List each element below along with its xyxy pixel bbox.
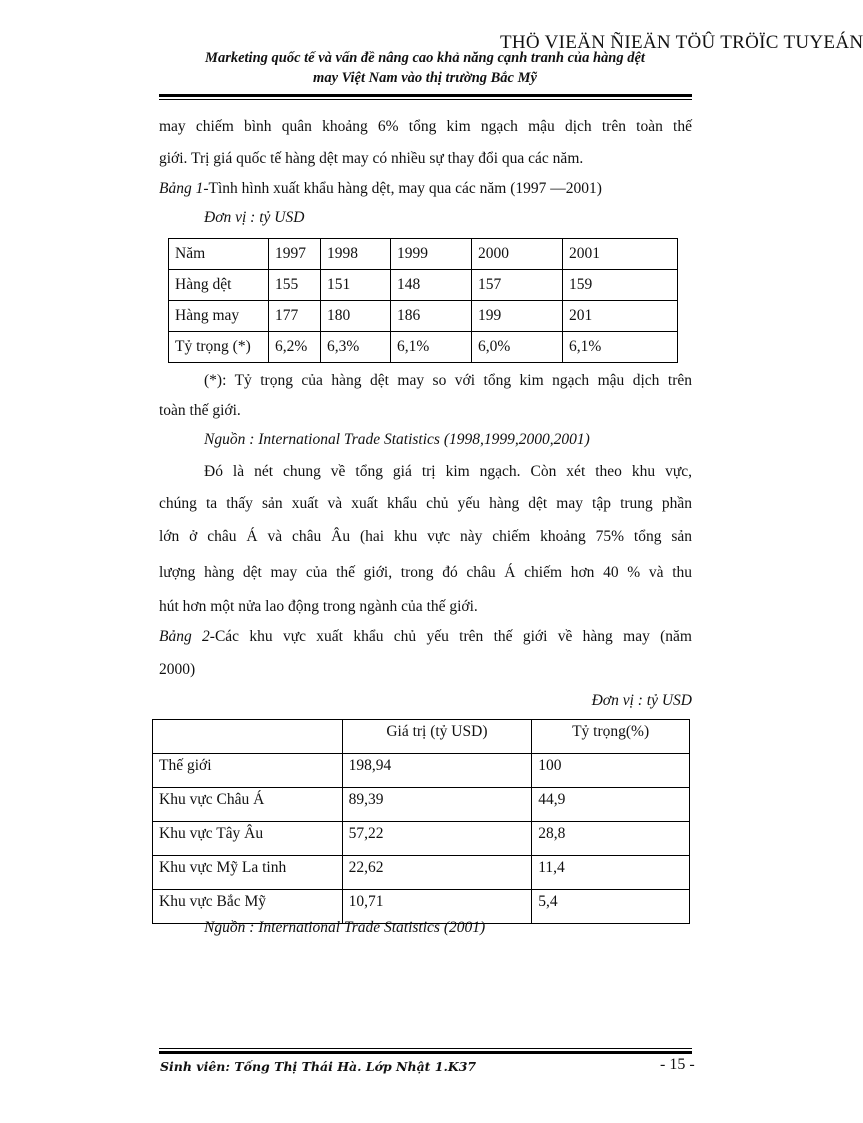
table-cell: Tỷ trọng (*) [169, 332, 269, 363]
table-cell: 1998 [321, 239, 391, 270]
header-line-2: may Việt Nam vào thị trường Bắc Mỹ [313, 70, 537, 86]
paragraph-2-line-3: lớn ở châu Á và châu Âu (hai khu vực này chiếm khoảng 75% tổng sản [159, 528, 692, 545]
table-cell: 159 [563, 270, 678, 301]
table-cell: Khu vực Châu Á [153, 788, 343, 822]
table-2-caption-line-1 [159, 627, 692, 647]
table-1-unit: Đơn vị : tỷ USD [204, 209, 305, 226]
table-cell: Khu vực Bắc Mỹ [153, 890, 343, 924]
paragraph-2-line-1: Đó là nét chung về tổng giá trị kim ngạch. Còn xét theo khu vực, [204, 463, 692, 480]
table-1-row [169, 301, 678, 332]
paragraph-2-line-5: hút hơn một nửa lao động trong ngành của thế giới. [159, 598, 478, 615]
table-2-row [153, 720, 690, 754]
table-cell: 6,3% [321, 332, 391, 363]
paragraph-2-line-4: lượng hàng dệt may của thế giới, trong đó châu Á chiếm hơn 40 % và thu [159, 564, 692, 581]
library-watermark: THÖ VIEÄN ÑIEÄN TÖÛ TRÖÏC TUYEÁN [500, 32, 863, 53]
footer-rule-thin [159, 1048, 692, 1049]
table-cell: 89,39 [342, 788, 532, 822]
table-cell: 28,8 [532, 822, 690, 856]
table-cell: 198,94 [342, 754, 532, 788]
table-cell: Khu vực Tây Âu [153, 822, 343, 856]
paragraph-1-line-2: giới. Trị giá quốc tế hàng dệt may có nhiều sự thay đổi qua các năm. [159, 150, 584, 167]
table-cell: 100 [532, 754, 690, 788]
table-cell: Tỷ trọng(%) [532, 720, 690, 754]
table-cell: Hàng may [169, 301, 269, 332]
table-cell: 186 [391, 301, 472, 332]
table-cell: 1997 [269, 239, 321, 270]
table-2-row [153, 754, 690, 788]
table-cell [153, 720, 343, 754]
table-1-row [169, 239, 678, 270]
table-2-title: -Các khu vực xuất khẩu chủ yếu trên thế giới về hàng may (năm [209, 628, 692, 645]
table-cell: Giá trị (tỷ USD) [342, 720, 532, 754]
table-1-label: Bảng 1 [159, 180, 204, 197]
table-cell: 6,1% [563, 332, 678, 363]
table-cell: 148 [391, 270, 472, 301]
table-cell: 44,9 [532, 788, 690, 822]
paragraph-1-line-1: may chiếm bình quân khoảng 6% tổng kim ngạch mậu dịch trên toàn thế [159, 118, 692, 135]
source-2: Nguồn : International Trade Statistics (2001) [204, 919, 486, 936]
note-line-2: toàn thế giới. [159, 402, 241, 419]
table-cell: 2000 [472, 239, 563, 270]
table-2-caption-line-2: 2000) [159, 661, 196, 678]
source-1: Nguồn : International Trade Statistics (1998,1999,2000,2001) [204, 431, 590, 448]
table-2-row [153, 822, 690, 856]
table-cell: 1999 [391, 239, 472, 270]
table-cell: 22,62 [342, 856, 532, 890]
paragraph-2-line-2: chúng ta thấy sản xuất và xuất khẩu chủ yếu hàng dệt may tập trung phần [159, 495, 692, 512]
page-number: - 15 - [660, 1056, 695, 1073]
table-cell: 2001 [563, 239, 678, 270]
table-2-unit: Đơn vị : tỷ USD [591, 692, 692, 709]
table-cell: 199 [472, 301, 563, 332]
table-cell: 180 [321, 301, 391, 332]
header-rule-thin [159, 99, 692, 100]
table-cell: Hàng dệt [169, 270, 269, 301]
footer-rule-thick [159, 1051, 692, 1054]
running-header [158, 48, 692, 88]
table-cell: 201 [563, 301, 678, 332]
table-1-row [169, 332, 678, 363]
table-cell: Khu vực Mỹ La tinh [153, 856, 343, 890]
table-2-row [153, 788, 690, 822]
table-cell: 10,71 [342, 890, 532, 924]
header-line-1: Marketing quốc tế và vấn đề nâng cao khả năng cạnh tranh của hàng dệt [205, 50, 645, 66]
table-cell: 57,22 [342, 822, 532, 856]
table-cell: Năm [169, 239, 269, 270]
table-cell: 5,4 [532, 890, 690, 924]
table-2-label: Bảng 2 [159, 628, 210, 645]
table-1-row [169, 270, 678, 301]
table-cell: 155 [269, 270, 321, 301]
table-cell: 6,1% [391, 332, 472, 363]
table-cell: Thế giới [153, 754, 343, 788]
table-cell: 151 [321, 270, 391, 301]
table-cell: 177 [269, 301, 321, 332]
table-1-title: -Tình hình xuất khẩu hàng dệt, may qua các năm (1997 —2001) [203, 180, 602, 197]
table-2-row [153, 856, 690, 890]
note-line-1: (*): Tỷ trọng của hàng dệt may so với tổng kim ngạch mậu dịch trên [204, 372, 692, 389]
table-1-caption [159, 179, 692, 199]
footer-student: Sinh viên: Tống Thị Thái Hà. Lớp Nhật 1.K37 [160, 1059, 477, 1074]
table-cell: 157 [472, 270, 563, 301]
table-cell: 6,2% [269, 332, 321, 363]
header-rule-thick [159, 94, 692, 97]
table-cell: 11,4 [532, 856, 690, 890]
export-by-region-table [152, 719, 690, 924]
table-cell: 6,0% [472, 332, 563, 363]
export-by-year-table [168, 238, 678, 363]
